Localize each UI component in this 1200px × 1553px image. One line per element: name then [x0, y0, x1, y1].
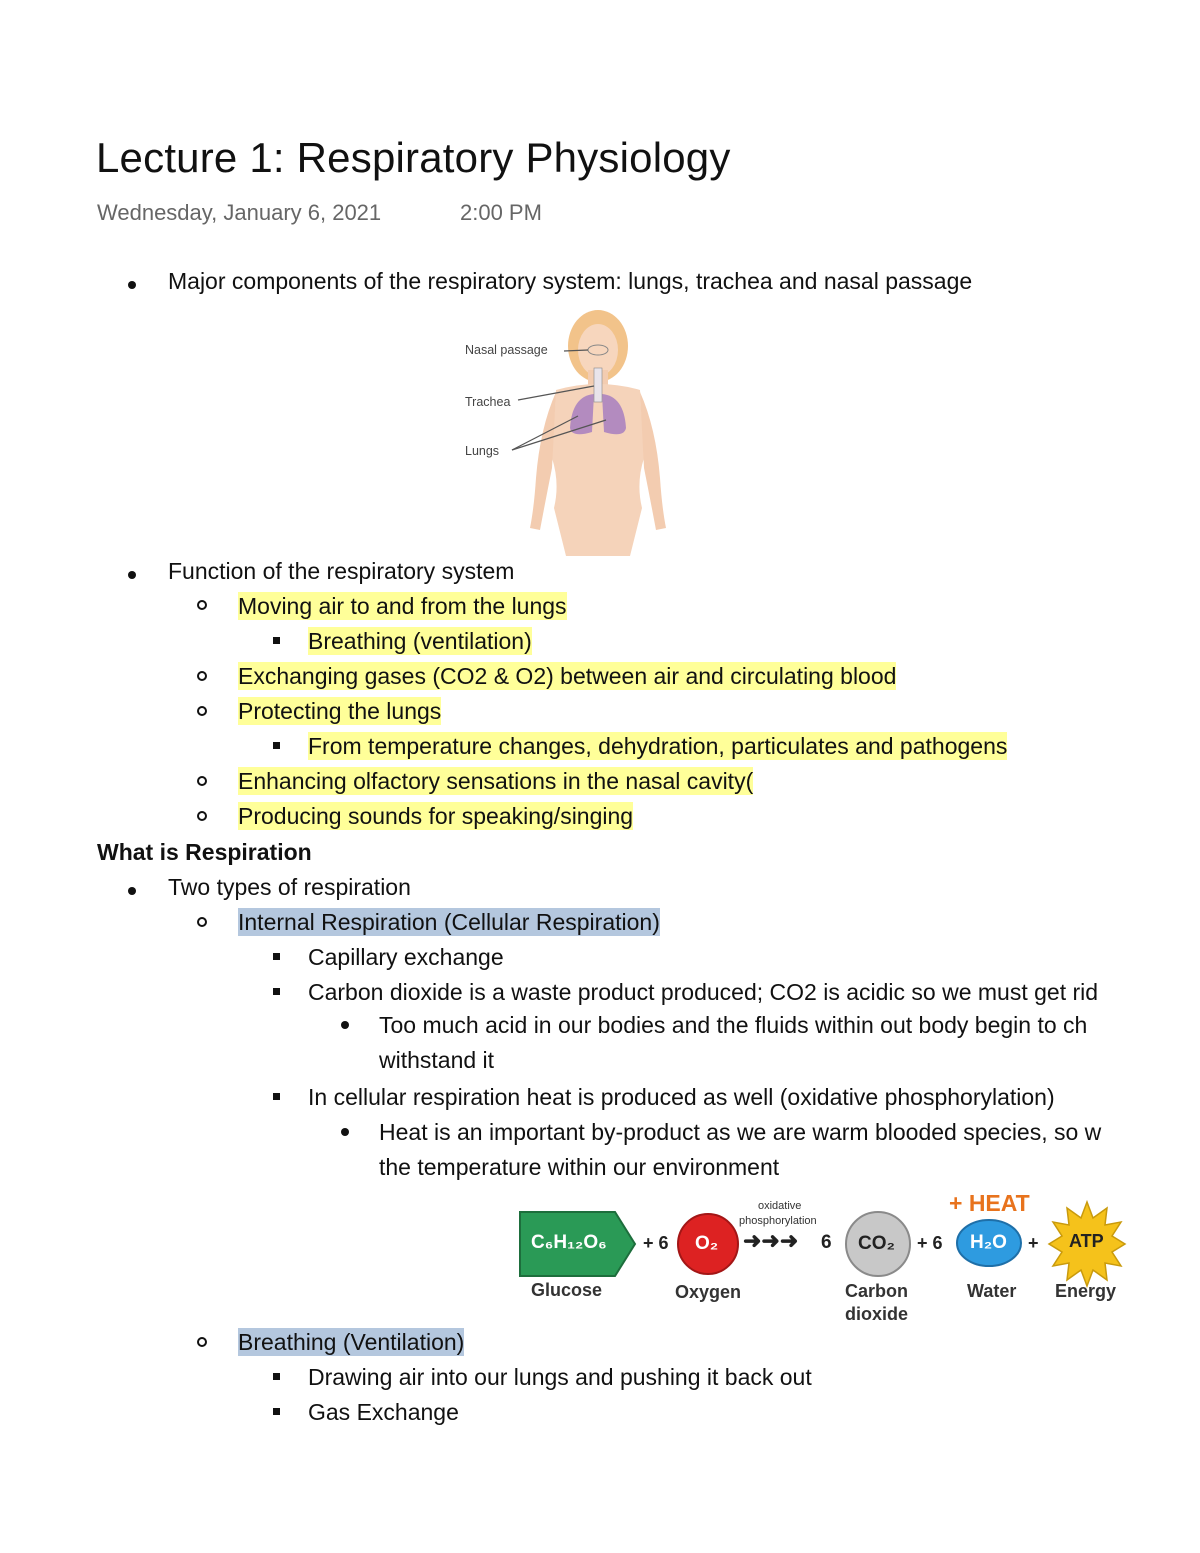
item-gas-exchange: Gas Exchange — [308, 1399, 459, 1425]
bullet-icon — [341, 1021, 349, 1029]
square-bullet-icon — [273, 1093, 280, 1100]
nasal-label: Nasal passage — [465, 343, 548, 357]
item-drawing: Drawing air into our lungs and pushing it back out — [308, 1364, 812, 1390]
co2-formula: CO₂ — [858, 1233, 895, 1254]
bullet-icon — [128, 887, 136, 895]
item-exchanging: Exchanging gases (CO2 & O2) between air and circulating blood — [238, 663, 897, 689]
square-bullet-icon — [273, 1408, 280, 1415]
item-enhancing: Enhancing olfactory sensations in the nasal cavity( — [238, 768, 754, 794]
reaction-arrows: ➜➜➜ — [743, 1228, 799, 1253]
square-bullet-icon — [273, 1373, 280, 1380]
carbon-caption: Carbon — [845, 1281, 908, 1301]
circle-bullet-icon — [197, 811, 207, 821]
item-heat-important: Heat is an important by-product as we are warm blooded species, so w — [379, 1119, 1102, 1145]
bullet-icon — [341, 1128, 349, 1136]
six-label: 6 — [821, 1232, 832, 1253]
item-too-much-cont: withstand it — [379, 1047, 495, 1073]
square-bullet-icon — [273, 988, 280, 995]
dioxide-caption: dioxide — [845, 1304, 909, 1324]
item-heat-important-cont: the temperature within our environment — [379, 1154, 780, 1180]
bullet-components: Major components of the respiratory system: lungs, trachea and nasal passage — [168, 268, 973, 294]
glucose-formula: C₆H₁₂O₆ — [531, 1232, 607, 1253]
bullet-icon — [128, 571, 136, 579]
item-carbon-waste: Carbon dioxide is a waste product produced; CO2 is acidic so we must get rid — [308, 979, 1099, 1005]
water-caption: Water — [967, 1281, 1017, 1301]
page-title: Lecture 1: Respiratory Physiology — [96, 134, 731, 181]
note-time: 2:00 PM — [460, 200, 542, 225]
item-protecting: Protecting the lungs — [238, 698, 442, 724]
water-formula: H₂O — [970, 1232, 1007, 1253]
bullet-two-types: Two types of respiration — [168, 874, 411, 900]
note-date: Wednesday, January 6, 2021 — [97, 200, 382, 225]
square-bullet-icon — [273, 637, 280, 644]
circle-bullet-icon — [197, 1337, 207, 1347]
lungs-label: Lungs — [465, 444, 500, 458]
energy-caption: Energy — [1055, 1281, 1117, 1301]
phosphorylation-label: phosphorylation — [739, 1215, 817, 1227]
equation-shapes — [515, 1188, 1130, 1333]
oxygen-caption: Oxygen — [675, 1282, 742, 1302]
circle-bullet-icon — [197, 600, 207, 610]
plus-sign: + — [1028, 1233, 1039, 1253]
item-breathing: Breathing (Ventilation) — [238, 1329, 465, 1355]
item-too-much: Too much acid in our bodies and the fluids within out body begin to ch — [379, 1012, 1088, 1038]
bullet-function: Function of the respiratory system — [168, 558, 515, 584]
respiration-equation — [515, 1188, 1130, 1333]
item-capillary: Capillary exchange — [308, 944, 504, 970]
circle-bullet-icon — [197, 776, 207, 786]
atp-label: ATP — [1069, 1231, 1104, 1251]
item-heat-produced: In cellular respiration heat is produced as well (oxidative phosphorylation) — [308, 1084, 1055, 1110]
oxygen-formula: O₂ — [695, 1233, 719, 1254]
bullet-icon — [128, 281, 136, 289]
circle-bullet-icon — [197, 706, 207, 716]
item-moving-air: Moving air to and from the lungs — [238, 593, 567, 619]
oxidative-label: oxidative — [758, 1200, 802, 1212]
square-bullet-icon — [273, 953, 280, 960]
heat-label: + HEAT — [949, 1190, 1030, 1216]
section-heading: What is Respiration — [97, 839, 312, 865]
item-breathing-vent: Breathing (ventilation) — [308, 628, 532, 654]
glucose-caption: Glucose — [531, 1280, 603, 1300]
square-bullet-icon — [273, 742, 280, 749]
anatomy-figure — [460, 308, 680, 556]
plus-six: + 6 — [643, 1233, 669, 1253]
item-internal: Internal Respiration (Cellular Respiration) — [238, 909, 660, 935]
item-producing: Producing sounds for speaking/singing — [238, 803, 634, 829]
plus-six-2: + 6 — [917, 1233, 943, 1253]
item-from-temp: From temperature changes, dehydration, particulates and pathogens — [308, 733, 1008, 759]
trachea-label: Trachea — [465, 395, 511, 409]
circle-bullet-icon — [197, 671, 207, 681]
circle-bullet-icon — [197, 917, 207, 927]
